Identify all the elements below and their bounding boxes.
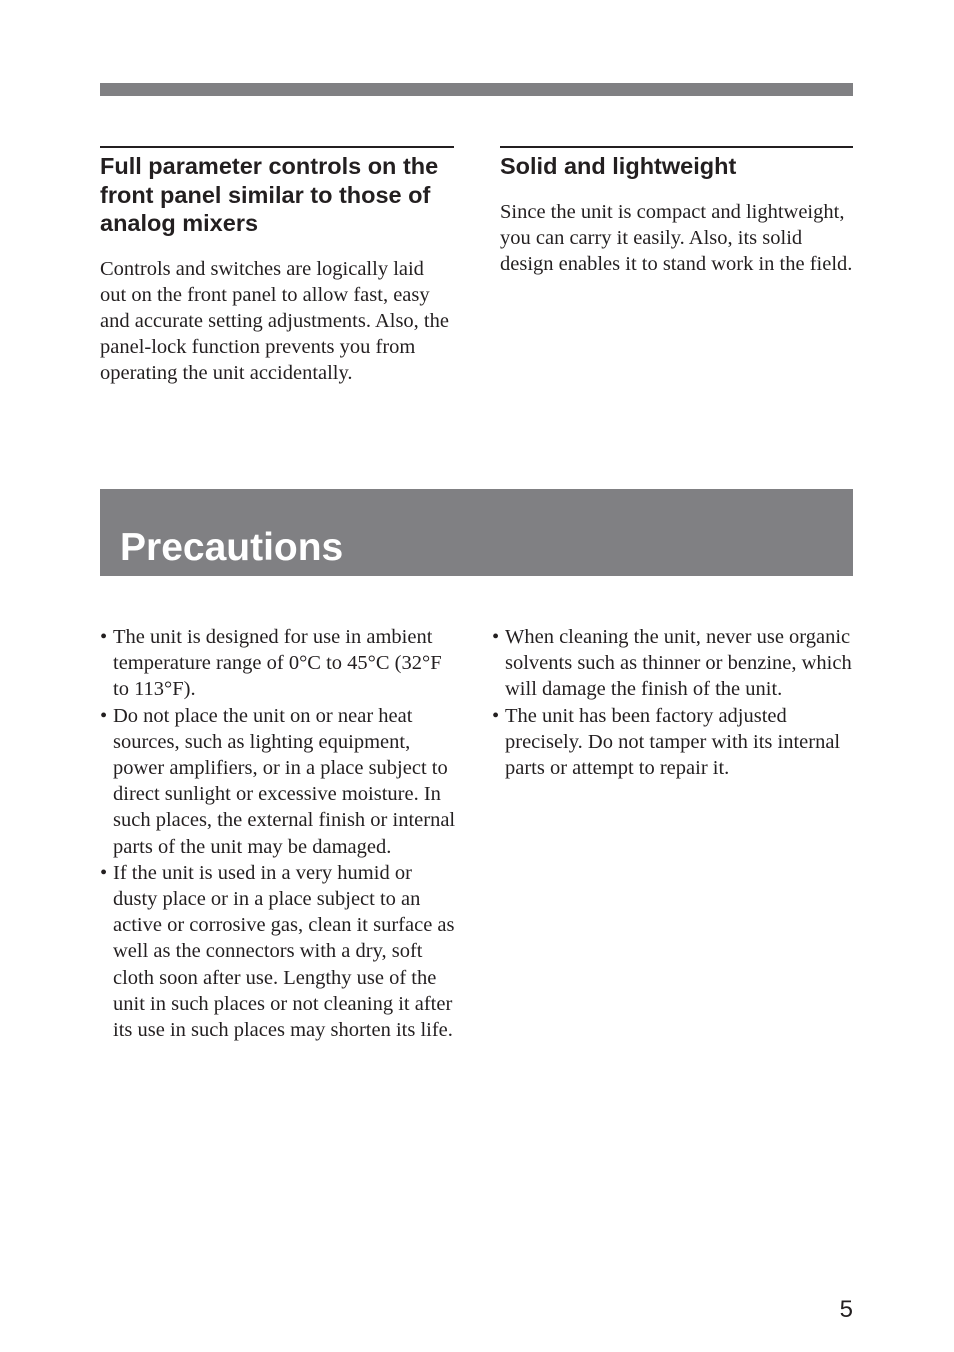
bullet-icon: •	[100, 704, 108, 727]
precautions-list-left	[100, 624, 458, 1043]
feature-heading: Solid and lightweight	[500, 153, 737, 179]
list-item-text: Do not place the unit on or near heat sources, such as lighting equipment, power amplifiers, or in a place subject to direct sunlight or excessive moisture. In such places, the external finish or internal parts of the unit may be damaged.	[113, 704, 456, 858]
list-item	[100, 624, 458, 703]
feature-body: Controls and switches are logically laid out on the front panel to allow fast, easy and accurate setting adjustments. Also, the panel-lock function prevents you from operating the unit accidentally.	[100, 257, 449, 385]
header-rule-bar	[100, 83, 853, 96]
list-item-text: The unit has been factory adjusted precisely. Do not tamper with its internal parts or attempt to repair it.	[505, 704, 841, 780]
list-item	[492, 624, 854, 703]
bullet-icon: •	[492, 704, 500, 727]
precautions-list-right	[492, 624, 854, 781]
list-item-text: If the unit is used in a very humid or dusty place or in a place subject to an active or corrosive gas, clean it surface as well as the connectors with a dry, soft cloth soon after use. Lengthy use of the unit in such places or not cleaning it after its use in such places may shorten its life.	[113, 861, 455, 1042]
precautions-banner	[100, 489, 853, 576]
feature-body: Since the unit is compact and lightweight, you can carry it easily. Also, its solid design enables it to stand work in the field.	[500, 200, 853, 275]
bullet-icon: •	[492, 626, 500, 648]
feature-front-panel-controls	[100, 146, 454, 387]
list-item-text: When cleaning the unit, never use organic solvents such as thinner or benzine, which will damage the finish of the unit.	[505, 626, 852, 701]
list-item	[100, 860, 458, 1043]
feature-heading: Full parameter controls on the front panel similar to those of analog mixers	[100, 153, 439, 236]
feature-solid-lightweight	[500, 146, 853, 277]
bullet-icon: •	[100, 626, 108, 648]
bullet-icon: •	[100, 861, 108, 884]
page-number: 5	[839, 1296, 853, 1323]
list-item	[100, 703, 458, 860]
list-item-text: The unit is designed for use in ambient temperature range of 0°C to 45°C (32°F to 113°F).	[113, 626, 442, 701]
list-item	[492, 703, 854, 782]
section-title: Precautions	[120, 526, 344, 569]
